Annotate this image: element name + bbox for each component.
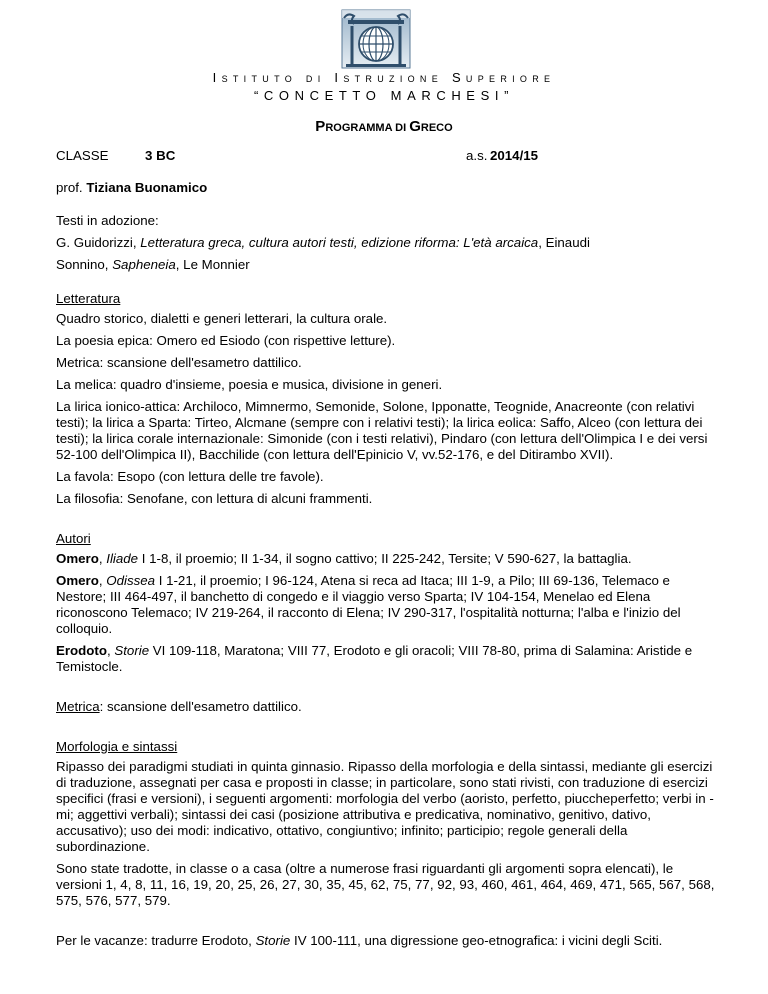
section-heading-morfologia: Morfologia e sintassi: [56, 739, 178, 754]
autori-entry: Omero, Iliade I 1-8, il proemio; II 1-34, il sogno cattivo; II 225-242, Tersite; V 590-627, la battaglia.: [56, 551, 632, 566]
teacher-line: prof. Tiziana Buonamico: [56, 180, 208, 195]
textbooks-heading: Testi in adozione:: [56, 213, 159, 228]
textbook-1: G. Guidorizzi, Letteratura greca, cultura autori testi, edizione riforma: L'età arcaica, Einaudi: [56, 235, 590, 250]
year-value: 2014/15: [490, 148, 539, 163]
institute-logo-icon: [338, 8, 414, 70]
section-heading-metrica: Metrica: [56, 699, 100, 714]
letteratura-item: La lirica ionico-attica: Archiloco, Mimnermo, Semonide, Solone, Ipponatte, Teognide, Anacreonte (con relativi testi); la lirica a Sparta: Tirteo, Alcmane (sempre con i relativi testi); la lirica eolica: Saffo, Alceo (con lettura dei testi); la lirica corale internazionale: Simonide (con i testi relativi), Pindaro (con lettura dell'Olimpica I e dei versi 52-100 dell'Olimpica II), Bacchilide (con lettura dell'Epinicio V, vv.52-176, e del Ditirambo XVII).: [56, 399, 708, 462]
autori-entry: Erodoto, Storie VI 109-118, Maratona; VIII 77, Erodoto e gli oracoli; VIII 78-80, prima di Salamina: Aristide e Temistocle.: [56, 643, 693, 674]
autori-entry: Omero, Odissea I 1-21, il proemio; I 96-124, Atena si reca ad Itaca; III 1-9, a Pilo; III 69-136, Telemaco e Nestore; III 464-497, il banchetto di congedo e il viaggio verso Sparta; IV 104-154, Menelao ed Elena riconoscono Telemaco; IV 219-264, il racconto di Elena; IV 290-317, l'ospitalità notturna; l'alba e l'inizio del colloquio.: [56, 573, 681, 636]
institute-subname: “CONCETTO MARCHESI”: [254, 88, 514, 103]
section-heading-letteratura: Letteratura: [56, 291, 121, 306]
morfologia-paragraph: Sono state tradotte, in classe o a casa (oltre a numerose frasi riguardanti gli argomenti sopra elencati), le versioni 1, 4, 8, 11, 16, 19, 20, 25, 26, 27, 30, 35, 45, 62, 75, 77, 92, 93, 460, 461, 464, 469, 471, 565, 567, 568, 575, 576, 577, 579.: [56, 861, 715, 908]
letteratura-item: La favola: Esopo (con lettura delle tre favole).: [56, 469, 324, 484]
letteratura-item: La melica: quadro d'insieme, poesia e musica, divisione in generi.: [56, 377, 443, 392]
teacher-name: Tiziana Buonamico: [86, 180, 208, 195]
class-info-row: [56, 148, 718, 166]
institute-name: Istituto di Istruzione Superiore: [212, 70, 556, 85]
section-heading-autori: Autori: [56, 531, 91, 546]
letteratura-item: La filosofia: Senofane, con lettura di alcuni frammenti.: [56, 491, 373, 506]
year-label: a.s.: [466, 148, 488, 163]
class-label: CLASSE: [56, 148, 109, 163]
metrica-line: Metrica: scansione dell'esametro dattilico.: [56, 699, 302, 714]
document-body: [56, 148, 718, 949]
page-title: PROGRAMMA DI GRECO: [315, 118, 453, 135]
class-value: 3 BC: [145, 148, 176, 163]
textbook-2: Sonnino, Sapheneia, Le Monnier: [56, 257, 250, 272]
letteratura-item: Quadro storico, dialetti e generi letterari, la cultura orale.: [56, 311, 388, 326]
letteratura-item: La poesia epica: Omero ed Esiodo (con rispettive letture).: [56, 333, 396, 348]
morfologia-paragraph: Ripasso dei paradigmi studiati in quinta ginnasio. Ripasso della morfologia e della sintassi, mediante gli esercizi di traduzione, assegnati per casa e proposti in classe; in particolare, sono stati rivisti, con traduzione di esercizi specifici (frasi e versioni), i seguenti argomenti: morfologia del verbo (aoristo, perfetto, piuccheperfetto; verbi in -mi; aggettivi verbali); sintassi dei casi (posizione attributiva e predicativa, nominativo, genitivo, dativo, accusativo); uso dei modi: indicativo, ottativo, congiuntivo; infinito; participio; regole generali della subordinazione.: [56, 759, 714, 854]
letteratura-item: Metrica: scansione dell'esametro dattilico.: [56, 355, 302, 370]
vacanze-line: Per le vacanze: tradurre Erodoto, Storie IV 100-111, una digressione geo-etnografica: i vicini degli Sciti.: [56, 933, 663, 948]
